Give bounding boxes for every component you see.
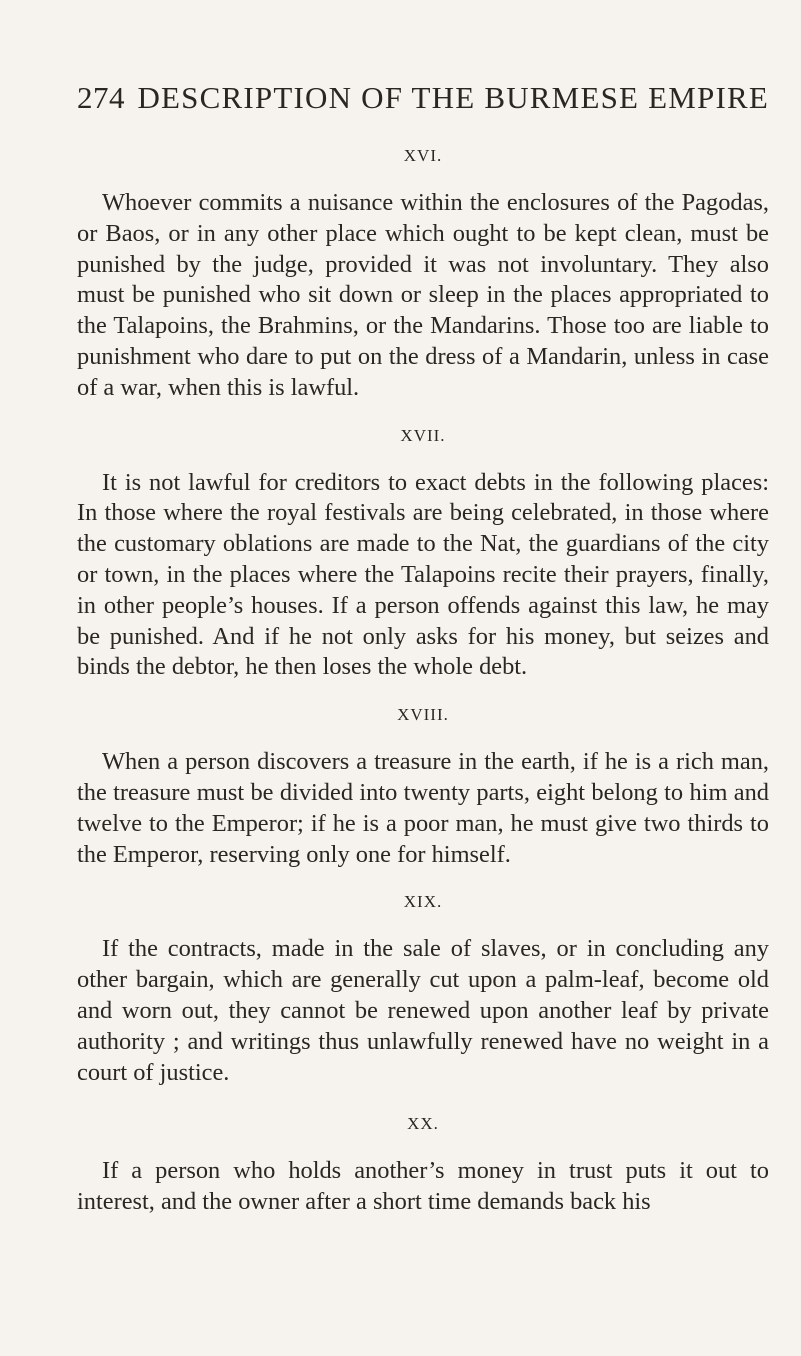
section-numeral: XVI. bbox=[403, 146, 443, 165]
section-numeral: XVIII. bbox=[397, 705, 449, 725]
section-numeral: XX. bbox=[407, 1114, 439, 1134]
section-paragraph: If a person who holds another’s money in trust puts it out to interest, and the owner after a short time demands back his bbox=[77, 1157, 769, 1216]
section-paragraph: When a person discovers a treasure in the earth, if he is a rich man, the treasure must be divided into twenty parts, eight belong to him and twelve to the Emperor; if he is a poor man, he must give two thirds to the Emperor, reserving only one for himself. bbox=[77, 748, 769, 868]
section-numeral: XVII. bbox=[400, 425, 446, 445]
section-numeral: XIX. bbox=[403, 892, 443, 912]
section-paragraph: If the contracts, made in the sale of slaves, or in concluding any other bargain, which are generally cut upon a palm-leaf, become old and worn out, they cannot be renewed upon another leaf by private authority ; and writings thus unlawfully renewed have no weight in a court of justice. bbox=[77, 935, 769, 1086]
running-header bbox=[77, 78, 769, 120]
book-page bbox=[77, 78, 769, 1218]
running-title: DESCRIPTION OF THE BURMESE EMPIRE bbox=[137, 80, 769, 115]
page-number: 274 bbox=[77, 80, 125, 115]
section-paragraph: It is not lawful for creditors to exact debts in the following places: In those where the royal festivals are being celebrated, in those where the customary oblations are made to the Nat, the guardians of the city or town, in the places where the Talapoins recite their prayers, finally, in other people’s houses. If a person offends against this law, he may be punished. And if he not only asks for his money, but seizes and binds the debtor, he then loses the whole debt. bbox=[77, 468, 769, 681]
section-paragraph: Whoever commits a nuisance within the enclosures of the Pagodas, or Baos, or in any other place which ought to be kept clean, must be punished by the judge, provided it was not involuntary. They also must be punished who sit down or sleep in the places appropriated to the Talapoins, the Brahmins, or the Mandarins. Those too are liable to punishment who dare to put on the dress of a Mandarin, unless in case of a war, when this is lawful. bbox=[77, 189, 769, 401]
